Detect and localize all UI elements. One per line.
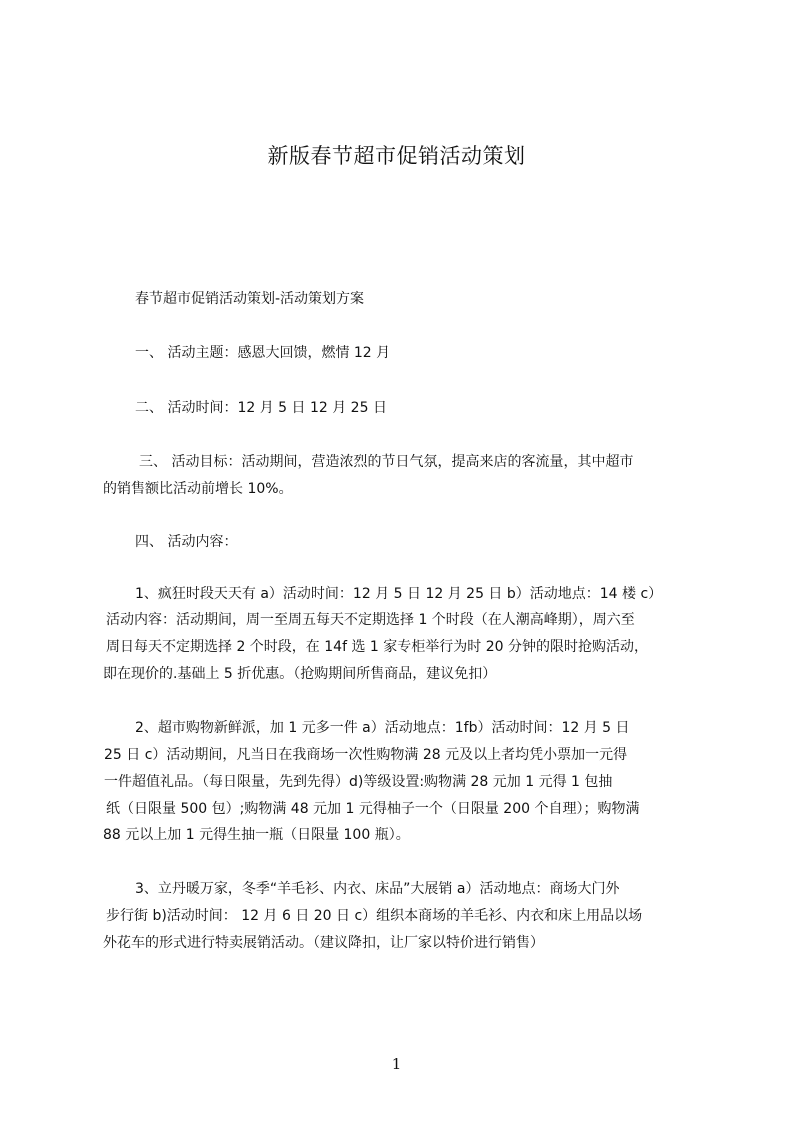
item-2-line: 88 元以上加 1 元得生抽一瓶（日限量 100 瓶）。 — [103, 827, 410, 843]
item-2-line: 纸（日限量 500 包）;购物满 48 元加 1 元得柚子一个（日限量 200 个自理）；购物满 — [106, 801, 640, 817]
item-2-line: 一件超值礼品。（每日限量，先到先得）d)等级设置:购物满 28 元加 1 元得 1 包抽 — [104, 774, 613, 790]
section-1-theme: 一、 活动主题：感恩大回馈，燃情 12 月 — [135, 345, 391, 361]
item-3-line: 3、立丹暖万家，冬季“羊毛衫、内衣、床品”大展销 a）活动地点：商场大门外 — [135, 881, 620, 897]
item-1-line: 1、疯狂时段天天有 a）活动时间：12 月 5 日 12 月 25 日 b）活动地点：14 楼 c） — [135, 586, 663, 602]
section-2-time: 二、 活动时间：12 月 5 日 12 月 25 日 — [135, 400, 387, 416]
item-3-line: 步行街 b)活动时间： 12 月 6 日 20 日 c）组织本商场的羊毛衫、内衣和床上用品以场 — [106, 908, 643, 924]
section-3-line: 的销售额比活动前增长 10%。 — [103, 481, 293, 497]
section-3-line: 三、 活动目标：活动期间，营造浓烈的节日气氛，提高来店的客流量，其中超市 — [139, 454, 634, 470]
section-4-content: 四、 活动内容： — [135, 534, 238, 550]
page-number: 1 — [391, 1055, 402, 1073]
item-1-line: 周日每天不定期选择 2 个时段，在 14f 选 1 家专柜举行为时 20 分钟的限时抢购活动， — [106, 639, 648, 655]
item-1-line: 活动内容：活动期间，周一至周五每天不定期选择 1 个时段（在人潮高峰期），周六至 — [106, 612, 635, 628]
item-1-line: 即在现价的.基础上 5 折优惠。（抢购期间所售商品，建议免扣） — [103, 666, 497, 682]
item-3-line: 外花车的形式进行特卖展销活动。（建议降扣，让厂家以特价进行销售） — [103, 935, 544, 951]
document-subtitle: 春节超市促销活动策划-活动策划方案 — [135, 291, 365, 307]
document-title: 新版春节超市促销活动策划 — [267, 144, 526, 168]
item-2-line: 25 日 c）活动期间，凡当日在我商场一次性购物满 28 元及以上者均凭小票加一元得 — [104, 747, 628, 763]
item-2-line: 2、超市购物新鲜派，加 1 元多一件 a）活动地点：1fb）活动时间：12 月 5 日 — [135, 720, 630, 736]
